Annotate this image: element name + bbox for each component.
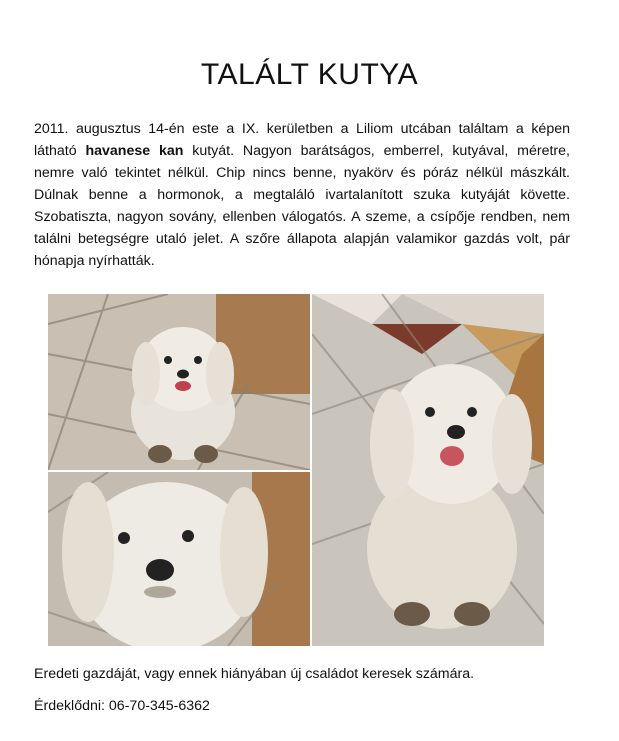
page-title: TALÁLT KUTYA — [200, 58, 419, 91]
footer-request: Eredeti gazdáját, vagy ennek hiányában új családot keresek számára. — [34, 666, 475, 682]
footer-contact: Érdeklődni: 06-70-345-6362 — [34, 698, 210, 714]
description-intro: 2011. augusztus 14-én este a IX. kerületben a Liliom utcában találtam a képen látható — [34, 121, 570, 159]
description-paragraph — [34, 118, 570, 272]
dog-photo-lying — [312, 294, 544, 646]
dog-photo-closeup — [48, 472, 310, 646]
description-highlight: havanese kan — [85, 143, 184, 159]
dog-photo-sitting — [48, 294, 310, 470]
description-rest: kutyát. Nagyon barátságos, emberrel, kutyával, méretre, nemre való tekintet nélkül. Chip nincs benne, nyakörv és póráz nélkül mászkált. Dúlnak benne a hormonok, a megtaláló ivartalanított szuka kutyáját követte. Szobatiszta, nagyon sovány, ellenben válogatós. A szeme, a csípője rendben, nem találni betegségre utaló jelet. A szőre állapota alapján valamikor gazdás volt, pár hónapja nyírhatták. — [34, 143, 570, 269]
photo-collage — [48, 294, 544, 646]
